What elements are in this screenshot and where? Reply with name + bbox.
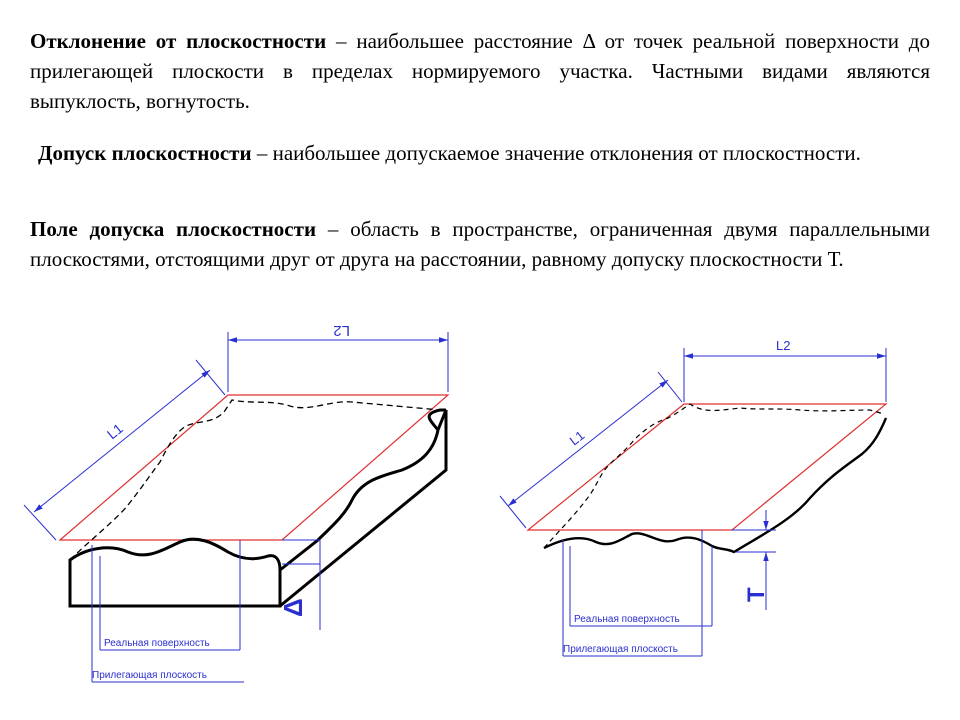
left-plate-side-face bbox=[280, 410, 446, 606]
right-label-real-surface: Реальная поверхность bbox=[574, 614, 680, 625]
left-deviation-symbol: Δ bbox=[278, 598, 308, 617]
figure-left-plate bbox=[24, 322, 448, 682]
term-flatness-deviation: Отклонение от плоскостности bbox=[30, 29, 327, 53]
definition-text-tolerance-zone: – область в пространстве, ограниченная двумя параллельными плоскостями, отстоящими друг от друга на расстоянии, равному допуску плоскостности Т. bbox=[30, 217, 930, 271]
left-label-real-surface: Реальная поверхность bbox=[104, 638, 210, 649]
left-dim-l1-line bbox=[34, 370, 210, 512]
left-label-adjacent-plane: Прилегающая плоскость bbox=[92, 670, 207, 681]
term-flatness-tolerance: Допуск плоскостности bbox=[38, 141, 252, 165]
left-adjacent-plane bbox=[60, 395, 448, 540]
term-tolerance-zone: Поле допуска плоскостности bbox=[30, 217, 317, 241]
right-dim-l2-label: L2 bbox=[776, 338, 791, 353]
figure-right-plate bbox=[500, 338, 886, 656]
left-plate-front-face bbox=[70, 539, 280, 606]
left-real-surface-hidden bbox=[70, 400, 440, 560]
right-label-adjacent-plane: Прилегающая плоскость bbox=[563, 644, 678, 655]
right-dim-l1-label: L1 bbox=[566, 427, 588, 449]
right-tolerance-symbol: T bbox=[743, 587, 770, 602]
definition-text-flatness-deviation: – наибольшее расстояние Δ от точек реальной поверхности до прилегающей плоскости в пределах нормируемого участка. Частными видами являются выпуклость, вогнутость. bbox=[30, 29, 930, 113]
right-dim-l1-line bbox=[508, 380, 668, 506]
right-adjacent-plane bbox=[528, 404, 886, 530]
left-dim-l1-label: L1 bbox=[103, 420, 126, 443]
definition-text-flatness-tolerance: – наибольшее допускаемое значение отклонения от плоскостности. bbox=[251, 141, 861, 165]
left-dim-l2-label: L2 bbox=[333, 322, 350, 339]
